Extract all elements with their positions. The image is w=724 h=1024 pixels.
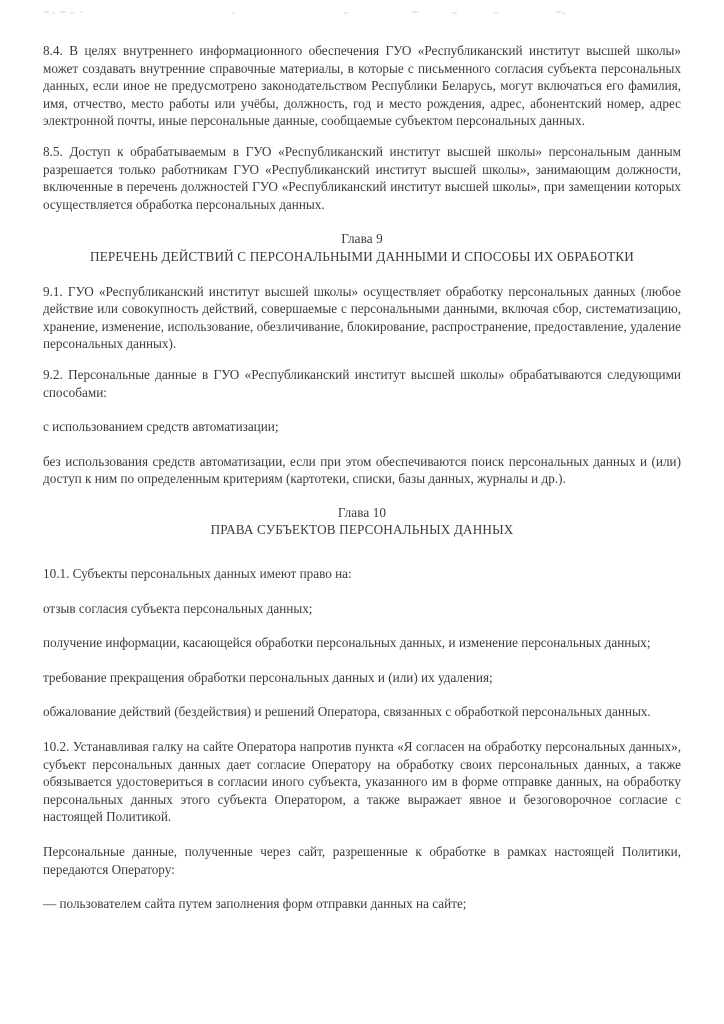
paragraph-10-2-transfer-intro: Персональные данные, полученные через сайт, разрешенные к обработке в рамках настоящей Политики, передаются Оператору: xyxy=(43,844,681,877)
paragraph-10-1: 10.1. Субъекты персональных данных имеют право на: xyxy=(43,566,352,582)
chapter-9-title: ПЕРЕЧЕНЬ ДЕЙСТВИЙ С ПЕРСОНАЛЬНЫМИ ДАННЫМИ И СПОСОБЫ ИХ ОБРАБОТКИ xyxy=(90,248,634,264)
paragraph-10-1-item-demand-termination: требование прекращения обработки персональных данных и (или) их удаления; xyxy=(43,669,493,685)
paragraph-8-4: 8.4. В целях внутреннего информационного обеспечения ГУО «Республиканский институт высшей школы» может создавать внутренние справочные материалы, в которые с письменного согласия субъекта персональных данных, если иное не предусмотрено законодательством Республики Беларусь, могут включаться его фамилия, имя, отчество, место работы или учёбы, должность, год и место рождения, адрес, абонентский номер, адрес электронной почты, иные персональные данные, сообщаемые субъектом персональных данных. xyxy=(43,43,681,129)
chapter-heading-9 xyxy=(43,230,681,265)
chapter-heading-10 xyxy=(43,504,681,539)
paragraph-9-2-method-non-automated: без использования средств автоматизации, если при этом обеспечиваются поиск персональных данных и (или) доступ к ним по определенным критериям (картотеки, списки, базы данных, журналы и др.). xyxy=(43,453,681,487)
paragraph-10-1-item-receive-information: получение информации, касающейся обработки персональных данных, и изменение персональных данных; xyxy=(43,635,651,651)
chapter-10-title: ПРАВА СУБЪЕКТОВ ПЕРСОНАЛЬНЫХ ДАННЫХ xyxy=(210,522,514,538)
paragraph-10-1-item-appeal-actions: обжалование действий (бездействия) и решений Оператора, связанных с обработкой персональных данных. xyxy=(43,704,651,720)
paragraph-9-2-method-automated: с использованием средств автоматизации; xyxy=(43,419,279,435)
paragraph-9-2: 9.2. Персональные данные в ГУО «Республиканский институт высшей школы» обрабатываются следующими способами: xyxy=(43,366,681,400)
paragraph-10-2-transfer-item-user-forms: — пользователем сайта путем заполнения форм отправки данных на сайте; xyxy=(43,896,467,912)
scan-artifact xyxy=(0,0,724,18)
paragraph-10-1-item-withdraw-consent: отзыв согласия субъекта персональных данных; xyxy=(43,600,313,616)
document-text-body xyxy=(43,42,681,913)
chapter-9-number: Глава 9 xyxy=(341,231,383,247)
paragraph-10-2: 10.2. Устанавливая галку на сайте Оператора напротив пункта «Я согласен на обработку персональных данных», субъект персональных данных дает согласие Оператору на обработку своих персональных данных, а также обязывается удостовериться в согласии иного субъекта, указанного им в форме отправке данных, на обработку персональных данных этого субъекта Оператором, а также выражает явное и безоговорочное согласие с настоящей Политикой. xyxy=(43,739,681,825)
paragraph-9-1: 9.1. ГУО «Республиканский институт высшей школы» осуществляет обработку персональных данных (любое действие или совокупность действий, совершаемые с персональными данными, включая сбор, систематизацию, хранение, изменение, использование, обезличивание, блокирование, распространение, предоставление, удаление персональных данных). xyxy=(43,283,681,352)
paragraph-8-5: 8.5. Доступ к обрабатываемым в ГУО «Республиканский институт высшей школы» персональным данным разрешается только работникам ГУО «Республиканский институт высшей школы», занимающим должности, включенные в перечень должностей ГУО «Республиканский институт высшей школы», при замещении которых осуществляется обработка персональных данных. xyxy=(43,143,681,212)
chapter-10-number: Глава 10 xyxy=(337,504,387,520)
